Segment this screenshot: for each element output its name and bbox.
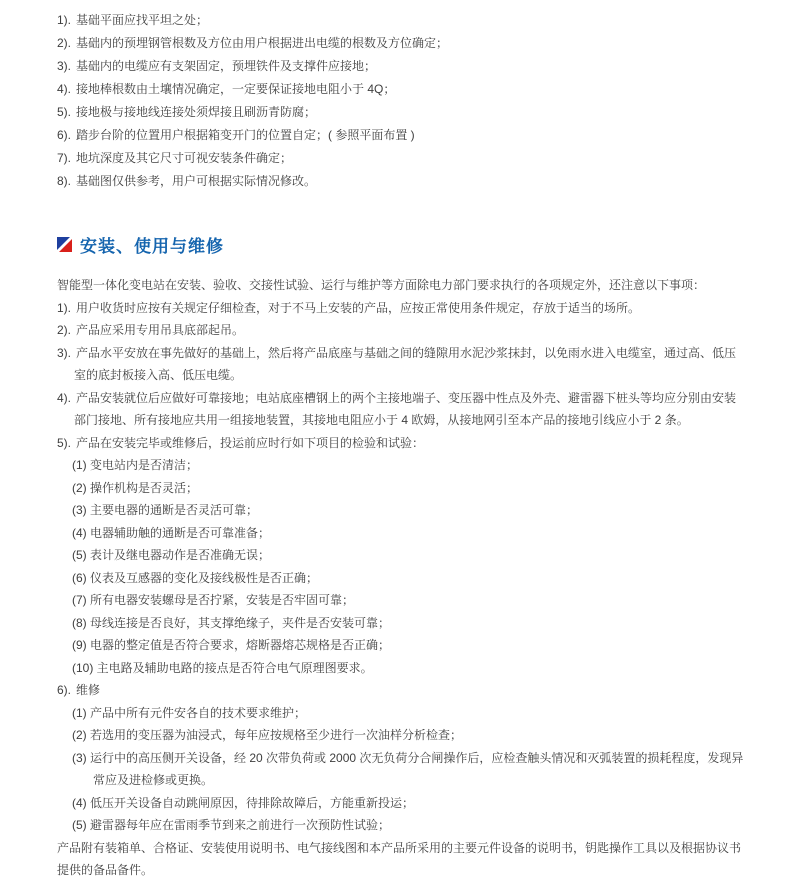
item-number: 2). xyxy=(57,323,72,337)
item-number: 1). xyxy=(57,13,72,27)
item-text: 基础内的预埋钢管根数及方位由用户根据进出电缆的根数及方位确定； xyxy=(76,36,449,50)
item-number: 7). xyxy=(57,151,72,165)
list-item xyxy=(57,78,746,101)
item-number: 6). xyxy=(57,128,72,142)
item-number: 6). xyxy=(57,683,72,697)
list-item xyxy=(57,387,746,432)
sub-list-item: (2) 操作机构是否灵活； xyxy=(72,480,199,495)
item-number: 3). xyxy=(57,345,72,360)
section-intro: 智能型一体化变电站在安装、验收、交接性试验、运行与维护等方面除电力部门要求执行的各项规定外，还注意以下事项： xyxy=(57,278,706,292)
item-number: 8). xyxy=(57,174,72,188)
sub-list-item: (5) 避雷器每年应在雷雨季节到来之前进行一次预防性试验； xyxy=(72,818,391,832)
installation-notes-list xyxy=(57,297,746,837)
list-item xyxy=(57,342,746,387)
sub-list-item: (4) 电器辅助触的通断是否可靠准备； xyxy=(72,525,271,540)
item-number: 5). xyxy=(57,105,72,119)
list-item xyxy=(57,297,746,320)
sub-list-item: (3) 主要电器的通断是否灵活可靠； xyxy=(72,503,259,517)
closing-paragraph: 产品附有装箱单、合格证、安装使用说明书、电气接线图和本产品所采用的主要元件设备的说明书，钥匙操作工具以及根据协议书提供的备品备件。 xyxy=(57,840,742,877)
item-number: 4). xyxy=(57,82,72,96)
list-item xyxy=(57,432,746,455)
sub-list-item: (9) 电器的整定值是否符合要求，熔断器熔芯规格是否正确； xyxy=(72,638,391,652)
list-item xyxy=(57,170,746,193)
sub-list-item: (3) 运行中的高压侧开关设备，经 20 次带负荷或 2000 次无负荷分合闸操作后，应检查触头情况和灭弧装置的损耗程度，发现异常应及进检修或更换。 xyxy=(72,750,744,787)
item-text: 产品安装就位后应做好可靠接地；电站底座槽钢上的两个主接地端子、变压器中性点及外壳、避雷器下桩头等均应分别由安装部门接地、所有接地应共用一组接地装置，其接地电阻应小于 4 欧姆，从接地网引至本产品的接地引线应小于 2 条。 xyxy=(74,390,737,427)
item-number: 1). xyxy=(57,300,72,315)
list-item xyxy=(57,319,746,342)
sub-list-item: (5) 表计及继电器动作是否准确无误； xyxy=(72,548,271,562)
item-number: 5). xyxy=(57,435,72,450)
section-title: 安装、使用与维修 xyxy=(80,237,224,256)
list-item xyxy=(57,147,746,170)
list-item xyxy=(57,101,746,124)
sub-list-item: (1) 变电站内是否清洁； xyxy=(72,458,199,472)
sub-list-item: (10) 主电路及辅助电路的接点是否符合电气原理图要求。 xyxy=(72,660,373,675)
item-text: 产品水平安放在事先做好的基础上，然后将产品底座与基础之间的缝隙用水泥沙浆抹封，以免雨水进入电缆室，通过高、低压室的底封板接入高、低压电缆。 xyxy=(74,345,737,382)
item-text: 接地极与接地线连接处须焊接且刷沥青防腐； xyxy=(76,105,317,119)
sub-list-item: (4) 低压开关设备自动跳闸原因，待排除故障后，方能重新投运； xyxy=(72,795,415,810)
item-text: 踏步台阶的位置用户根据箱变开门的位置自定；( 参照平面布置 ) xyxy=(76,128,415,142)
item-number: 3). xyxy=(57,59,72,73)
sub-list-item: (8) 母线连接是否良好，其支撑绝缘子，夹件是否安装可靠； xyxy=(72,615,391,630)
section-marker-icon xyxy=(57,237,72,252)
section-header xyxy=(57,232,746,257)
list-item xyxy=(57,32,746,55)
item-number: 2). xyxy=(57,36,72,50)
item-text: 接地棒根数由土壤情况确定，一定要保证接地电阻小于 4Q； xyxy=(76,82,396,96)
sub-list-item: (7) 所有电器安装螺母是否拧紧，安装是否牢固可靠； xyxy=(72,593,355,607)
list-item xyxy=(57,679,746,702)
foundation-notes-list xyxy=(57,9,746,193)
item-text: 基础图仅供参考，用户可根据实际情况修改。 xyxy=(76,174,317,188)
list-item xyxy=(57,55,746,78)
item-text: 基础内的电缆应有支架固定，预埋铁件及支撑件应接地； xyxy=(76,59,377,73)
sub-list-item: (2) 若选用的变压器为油浸式，每年应按规格至少进行一次油样分析检查； xyxy=(72,728,463,742)
item-text: 产品在安装完毕或维修后，投运前应时行如下项目的检验和试验： xyxy=(76,435,425,450)
sub-list-item: (6) 仪表及互感器的变化及接线极性是否正确； xyxy=(72,570,319,585)
item-text: 基础平面应找平坦之处； xyxy=(76,13,209,27)
item-text: 用户收货时应按有关规定仔细检查，对于不马上安装的产品，应按正常使用条件规定，存放于适当的场所。 xyxy=(76,300,641,315)
item-text: 地坑深度及其它尺寸可视安装条件确定； xyxy=(76,151,293,165)
item-number: 4). xyxy=(57,390,72,405)
list-item xyxy=(57,124,746,147)
list-item xyxy=(57,9,746,32)
sub-list-item: (1) 产品中所有元件安各自的技术要求维护； xyxy=(72,705,307,720)
item-text: 产品应采用专用吊具底部起吊。 xyxy=(76,323,245,337)
item-text: 维修 xyxy=(76,683,101,697)
